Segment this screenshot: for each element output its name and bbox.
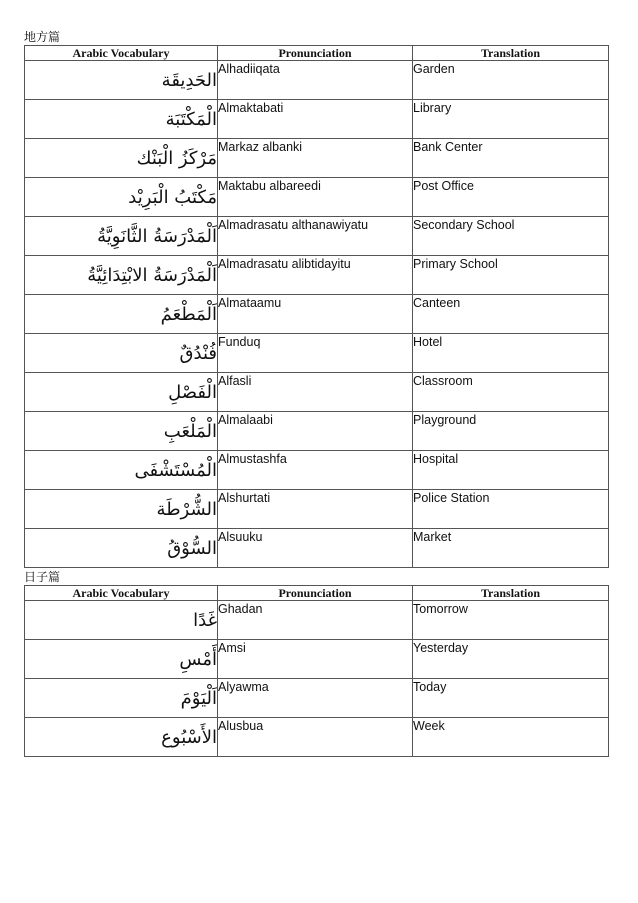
table-row xyxy=(25,679,609,718)
translation-cell: Bank Center xyxy=(413,139,609,178)
translation-cell: Library xyxy=(413,100,609,139)
table-row xyxy=(25,61,609,100)
arabic-cell: السُّوْقُ xyxy=(25,529,218,568)
header-translation: Translation xyxy=(413,46,609,61)
table-row xyxy=(25,451,609,490)
pronunciation-cell: Ghadan xyxy=(218,601,413,640)
table-row xyxy=(25,217,609,256)
arabic-cell: الْمَلْعَبِ xyxy=(25,412,218,451)
table-row xyxy=(25,490,609,529)
translation-cell: Police Station xyxy=(413,490,609,529)
translation-cell: Classroom xyxy=(413,373,609,412)
header-pronunciation: Pronunciation xyxy=(218,46,413,61)
translation-cell: Canteen xyxy=(413,295,609,334)
translation-cell: Yesterday xyxy=(413,640,609,679)
translation-cell: Tomorrow xyxy=(413,601,609,640)
header-pronunciation: Pronunciation xyxy=(218,586,413,601)
arabic-cell: فُنْدُقٌ xyxy=(25,334,218,373)
translation-cell: Primary School xyxy=(413,256,609,295)
pronunciation-cell: Alsuuku xyxy=(218,529,413,568)
translation-cell: Week xyxy=(413,718,609,757)
pronunciation-cell: Funduq xyxy=(218,334,413,373)
pronunciation-cell: Almadrasatu althanawiyatu xyxy=(218,217,413,256)
translation-cell: Post Office xyxy=(413,178,609,217)
table-row xyxy=(25,139,609,178)
pronunciation-cell: Almaktabati xyxy=(218,100,413,139)
pronunciation-cell: Alfasli xyxy=(218,373,413,412)
table-row xyxy=(25,295,609,334)
table-row xyxy=(25,640,609,679)
section-title-days: 日子篇 xyxy=(24,570,61,584)
arabic-cell: أَمْسِ xyxy=(25,640,218,679)
pronunciation-cell: Maktabu albareedi xyxy=(218,178,413,217)
arabic-cell: الْفَصْلِ xyxy=(25,373,218,412)
arabic-cell: اَلْمَطْعَمُ xyxy=(25,295,218,334)
pronunciation-cell: Alhadiiqata xyxy=(218,61,413,100)
table-row xyxy=(25,412,609,451)
table-header-row xyxy=(25,586,609,601)
table-row xyxy=(25,718,609,757)
section-title-places: 地方篇 xyxy=(24,30,61,44)
translation-cell: Secondary School xyxy=(413,217,609,256)
arabic-cell: الأَسْبُوع xyxy=(25,718,218,757)
table-row xyxy=(25,334,609,373)
table-header-row xyxy=(25,46,609,61)
arabic-cell: الْمُسْتَشْفَى xyxy=(25,451,218,490)
translation-cell: Hotel xyxy=(413,334,609,373)
table-row xyxy=(25,256,609,295)
arabic-cell: اَلْمَدْرَسَةُ الابْتِدَائِيَّةُ xyxy=(25,256,218,295)
arabic-cell: الشُّرْطَة xyxy=(25,490,218,529)
pronunciation-cell: Almataamu xyxy=(218,295,413,334)
table-row xyxy=(25,178,609,217)
pronunciation-cell: Almadrasatu alibtidayitu xyxy=(218,256,413,295)
arabic-cell: غَدًا xyxy=(25,601,218,640)
translation-cell: Garden xyxy=(413,61,609,100)
pronunciation-cell: Almalaabi xyxy=(218,412,413,451)
translation-cell: Market xyxy=(413,529,609,568)
table-row xyxy=(25,373,609,412)
header-arabic: Arabic Vocabulary xyxy=(25,46,218,61)
pronunciation-cell: Markaz albanki xyxy=(218,139,413,178)
vocab-table-days xyxy=(24,585,609,757)
table-row xyxy=(25,529,609,568)
table-row xyxy=(25,100,609,139)
document-page xyxy=(24,30,608,757)
header-arabic: Arabic Vocabulary xyxy=(25,586,218,601)
arabic-cell: اَلْمَدْرَسَةُ الثَّانَوِيَّةُ xyxy=(25,217,218,256)
pronunciation-cell: Alyawma xyxy=(218,679,413,718)
pronunciation-cell: Alusbua xyxy=(218,718,413,757)
translation-cell: Playground xyxy=(413,412,609,451)
arabic-cell: مَرْكَزُ الْبَنْك xyxy=(25,139,218,178)
arabic-cell: اَلْيَوْمَ xyxy=(25,679,218,718)
pronunciation-cell: Amsi xyxy=(218,640,413,679)
pronunciation-cell: Alshurtati xyxy=(218,490,413,529)
table-row xyxy=(25,601,609,640)
vocab-table-places xyxy=(24,45,609,568)
arabic-cell: مَكْتَبُ الْبَرِيْد xyxy=(25,178,218,217)
pronunciation-cell: Almustashfa xyxy=(218,451,413,490)
translation-cell: Today xyxy=(413,679,609,718)
arabic-cell: الْمَكْتَبَة xyxy=(25,100,218,139)
arabic-cell: الحَدِيقَة xyxy=(25,61,218,100)
translation-cell: Hospital xyxy=(413,451,609,490)
header-translation: Translation xyxy=(413,586,609,601)
